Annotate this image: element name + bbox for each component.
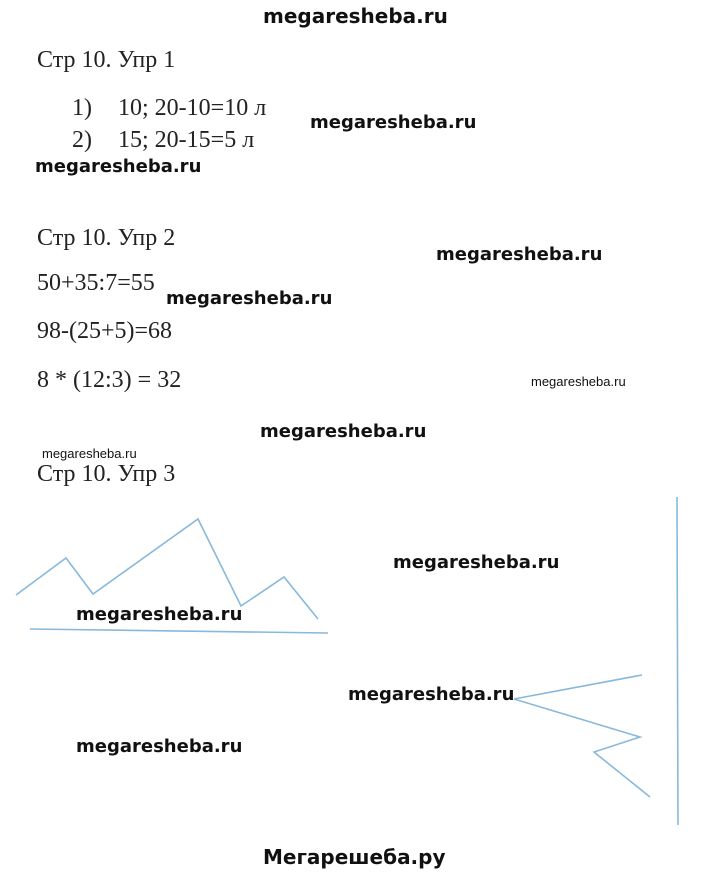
watermark: megaresheba.ru xyxy=(166,288,333,309)
ex1-item-2: 15; 20-15=5 л xyxy=(118,127,255,153)
ex2-heading: Стр 10. Упр 2 xyxy=(37,225,176,251)
ex2-equation-2: 98-(25+5)=68 xyxy=(37,318,173,344)
watermark: megaresheba.ru xyxy=(531,374,626,389)
ex3-broken-line-mountains xyxy=(16,519,318,619)
ex1-item-1-number: 1) xyxy=(72,95,92,121)
ex1-item-2-number: 2) xyxy=(72,127,92,153)
watermark: megaresheba.ru xyxy=(348,684,515,705)
watermark-footer: Мегарешеба.ру xyxy=(263,845,446,869)
watermark: megaresheba.ru xyxy=(76,604,243,625)
watermark-top: megaresheba.ru xyxy=(263,4,448,28)
ex3-vertical-line xyxy=(677,497,678,825)
ex2-equation-1: 50+35:7=55 xyxy=(37,270,155,296)
watermark: megaresheba.ru xyxy=(436,244,603,265)
ex2-equation-3: 8 * (12:3) = 32 xyxy=(37,367,182,393)
watermark: megaresheba.ru xyxy=(393,552,560,573)
ex1-item-1: 10; 20-10=10 л xyxy=(118,95,267,121)
watermark: megaresheba.ru xyxy=(35,156,202,177)
watermark: megaresheba.ru xyxy=(260,421,427,442)
ex3-base-line xyxy=(30,629,328,633)
ex3-broken-line-right xyxy=(514,675,650,797)
ex1-heading: Стр 10. Упр 1 xyxy=(37,47,176,73)
ex3-heading: Стр 10. Упр 3 xyxy=(37,461,176,487)
watermark: megaresheba.ru xyxy=(76,736,243,757)
watermark: megaresheba.ru xyxy=(42,446,137,461)
watermark: megaresheba.ru xyxy=(310,112,477,133)
